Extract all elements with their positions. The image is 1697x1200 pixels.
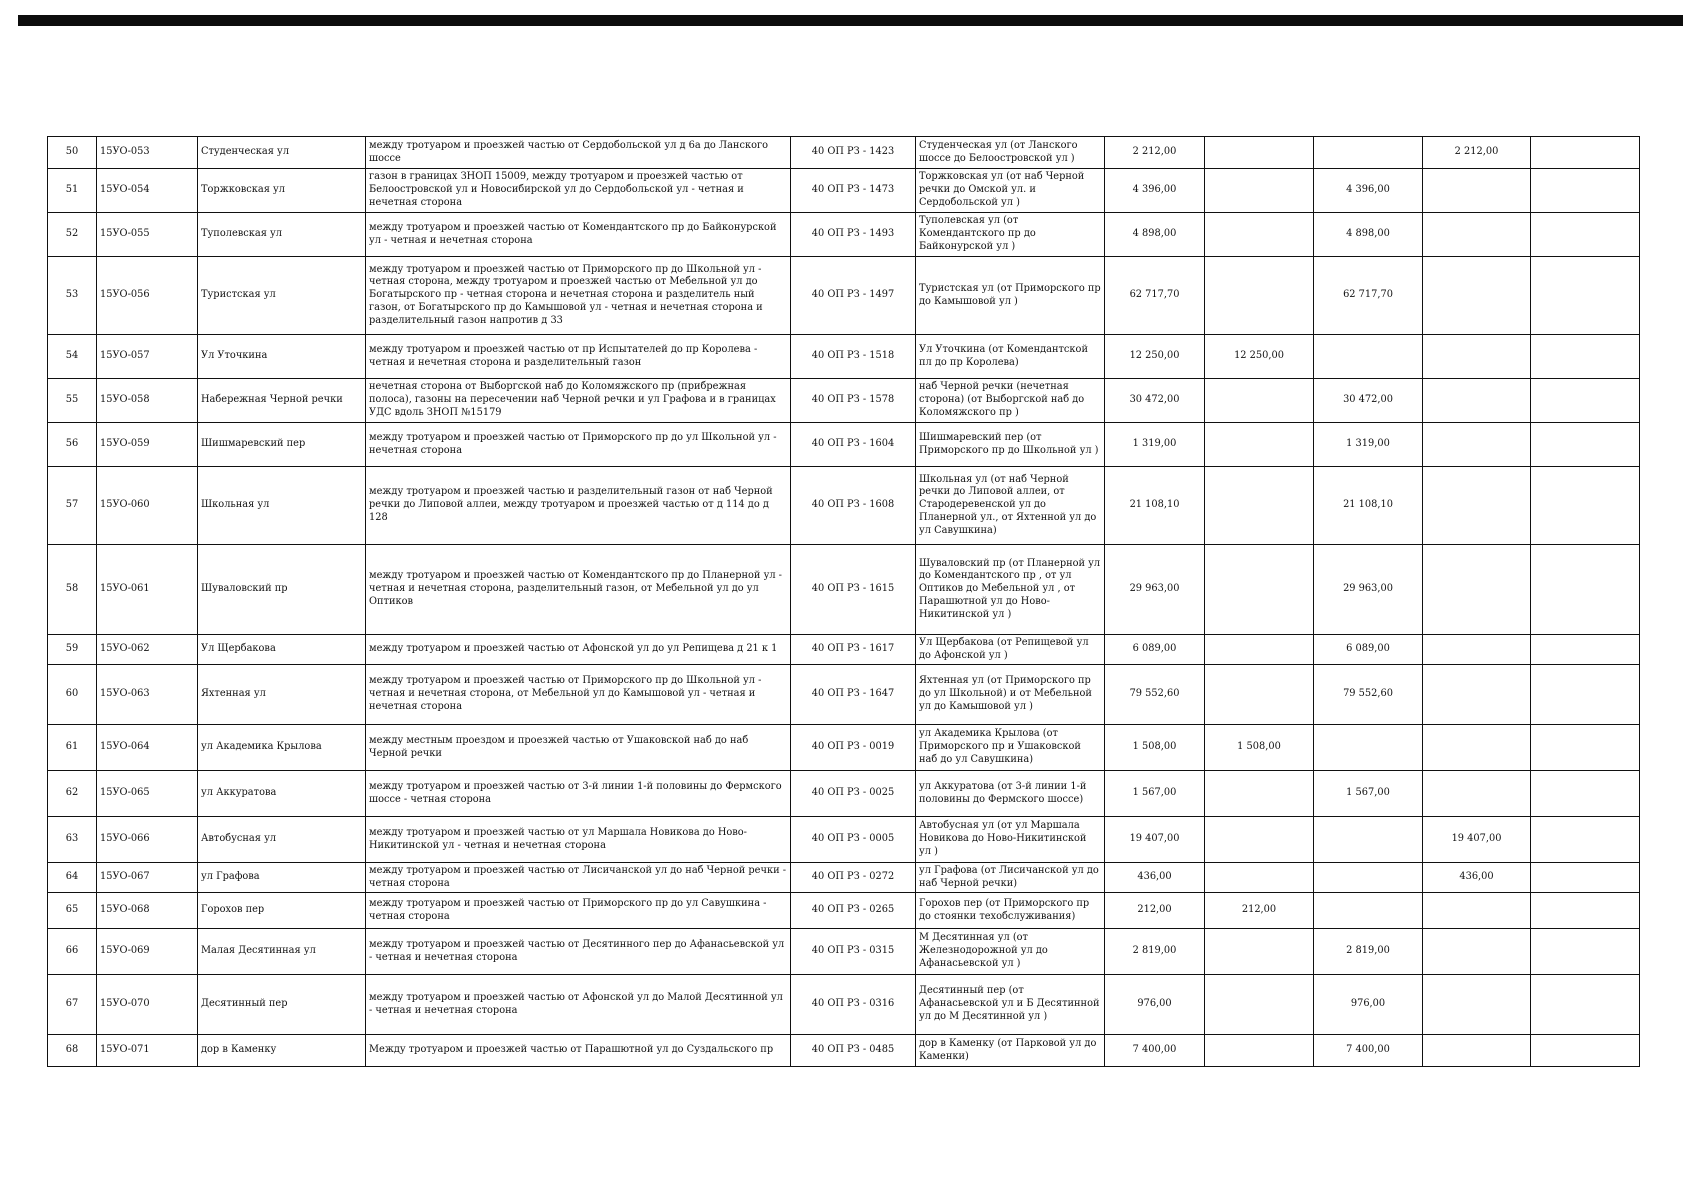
road-register-number: 40 ОП РЗ - 1615 [791, 545, 916, 635]
area-total: 4 898,00 [1105, 213, 1205, 257]
area-column-1 [1205, 975, 1314, 1035]
section-description: между тротуаром и проезжей частью от Десятинного пер до Афанасьевской ул - четная и нечетная сторона [366, 929, 791, 975]
area-column-1 [1205, 169, 1314, 213]
section-description: между тротуаром и проезжей частью от 3-й линии 1-й половины до Фермского шоссе - четная сторона [366, 771, 791, 817]
section-description: между тротуаром и проезжей частью от пр Испытателей до пр Королева - четная и нечетная сторона и разделительный газон [366, 335, 791, 379]
area-total: 2 819,00 [1105, 929, 1205, 975]
row-code: 15УО-058 [97, 379, 198, 423]
road-reference: Туполевская ул (от Комендантского пр до Байконурской ул ) [916, 213, 1105, 257]
row-number: 50 [48, 137, 97, 169]
area-column-4 [1531, 771, 1640, 817]
road-reference: дор в Каменку (от Парковой ул до Каменки) [916, 1035, 1105, 1067]
road-register-number: 40 ОП РЗ - 1578 [791, 379, 916, 423]
area-column-1: 212,00 [1205, 893, 1314, 929]
section-description: между тротуаром и проезжей частью от Афонской ул до Малой Десятинной ул - четная и нечетная сторона [366, 975, 791, 1035]
table-row [48, 863, 1640, 893]
table-row [48, 467, 1640, 545]
area-column-4 [1531, 423, 1640, 467]
row-code: 15УО-061 [97, 545, 198, 635]
street-name: Торжковская ул [198, 169, 366, 213]
area-column-2: 2 819,00 [1314, 929, 1423, 975]
table-body [48, 137, 1640, 1067]
row-number: 52 [48, 213, 97, 257]
area-column-1: 1 508,00 [1205, 725, 1314, 771]
area-column-4 [1531, 257, 1640, 335]
area-column-2: 29 963,00 [1314, 545, 1423, 635]
road-register-number: 40 ОП РЗ - 0019 [791, 725, 916, 771]
street-name: Яхтенная ул [198, 665, 366, 725]
area-column-1 [1205, 257, 1314, 335]
street-name: Ул Уточкина [198, 335, 366, 379]
section-description: между тротуаром и проезжей частью от Приморского пр до ул Школьной ул - нечетная сторона [366, 423, 791, 467]
area-column-2: 1 567,00 [1314, 771, 1423, 817]
street-name: Туристская ул [198, 257, 366, 335]
table-row [48, 137, 1640, 169]
area-total: 1 508,00 [1105, 725, 1205, 771]
area-column-3 [1423, 725, 1531, 771]
area-column-4 [1531, 545, 1640, 635]
road-reference: Шуваловский пр (от Планерной ул до Комендантского пр , от ул Оптиков до Мебельной ул , от Парашютной ул до Ново-Никитинской ул ) [916, 545, 1105, 635]
area-column-4 [1531, 137, 1640, 169]
area-column-4 [1531, 1035, 1640, 1067]
street-name: Шуваловский пр [198, 545, 366, 635]
area-total: 6 089,00 [1105, 635, 1205, 665]
road-register-number: 40 ОП РЗ - 1647 [791, 665, 916, 725]
section-description: нечетная сторона от Выборгской наб до Коломяжского пр (прибрежная полоса), газоны на пересечении наб Черной речки и ул Графова и в границах УДС вдоль ЗНОП №15179 [366, 379, 791, 423]
road-reference: Торжковская ул (от наб Черной речки до Омской ул. и Сердобольской ул ) [916, 169, 1105, 213]
street-name: Горохов пер [198, 893, 366, 929]
area-column-2: 30 472,00 [1314, 379, 1423, 423]
section-description: между местным проездом и проезжей частью от Ушаковской наб до наб Черной речки [366, 725, 791, 771]
row-number: 61 [48, 725, 97, 771]
area-column-2 [1314, 335, 1423, 379]
area-column-3 [1423, 467, 1531, 545]
street-name: ул Графова [198, 863, 366, 893]
area-column-4 [1531, 817, 1640, 863]
street-name: Ул Щербакова [198, 635, 366, 665]
area-column-2: 62 717,70 [1314, 257, 1423, 335]
row-number: 58 [48, 545, 97, 635]
street-name: ул Академика Крылова [198, 725, 366, 771]
road-reference: М Десятинная ул (от Железнодорожной ул до Афанасьевской ул ) [916, 929, 1105, 975]
area-column-4 [1531, 335, 1640, 379]
road-register-number: 40 ОП РЗ - 1493 [791, 213, 916, 257]
row-code: 15УО-060 [97, 467, 198, 545]
road-register-number: 40 ОП РЗ - 0025 [791, 771, 916, 817]
area-column-1 [1205, 771, 1314, 817]
area-column-1 [1205, 379, 1314, 423]
area-column-1 [1205, 817, 1314, 863]
area-column-3 [1423, 379, 1531, 423]
road-register-number: 40 ОП РЗ - 0265 [791, 893, 916, 929]
area-column-4 [1531, 725, 1640, 771]
row-number: 63 [48, 817, 97, 863]
row-number: 65 [48, 893, 97, 929]
row-code: 15УО-066 [97, 817, 198, 863]
area-column-1 [1205, 635, 1314, 665]
area-column-4 [1531, 169, 1640, 213]
area-total: 2 212,00 [1105, 137, 1205, 169]
road-register-number: 40 ОП РЗ - 0315 [791, 929, 916, 975]
table-row [48, 817, 1640, 863]
area-total: 62 717,70 [1105, 257, 1205, 335]
area-total: 212,00 [1105, 893, 1205, 929]
table-row [48, 257, 1640, 335]
area-total: 12 250,00 [1105, 335, 1205, 379]
area-column-1 [1205, 213, 1314, 257]
area-column-3 [1423, 635, 1531, 665]
area-total: 29 963,00 [1105, 545, 1205, 635]
data-table [47, 136, 1640, 1067]
row-code: 15УО-056 [97, 257, 198, 335]
table-row [48, 665, 1640, 725]
area-column-3 [1423, 893, 1531, 929]
area-column-2 [1314, 725, 1423, 771]
area-column-3 [1423, 665, 1531, 725]
section-description: между тротуаром и проезжей частью от Комендантского пр до Планерной ул - четная и нечетная сторона, разделительный газон, от Мебельной ул до ул Оптиков [366, 545, 791, 635]
area-column-1 [1205, 863, 1314, 893]
table-row [48, 169, 1640, 213]
row-code: 15УО-068 [97, 893, 198, 929]
table-row [48, 213, 1640, 257]
area-column-1 [1205, 1035, 1314, 1067]
area-total: 4 396,00 [1105, 169, 1205, 213]
road-reference: Десятинный пер (от Афанасьевской ул и Б Десятинной ул до М Десятинной ул ) [916, 975, 1105, 1035]
street-name: ул Аккуратова [198, 771, 366, 817]
area-column-4 [1531, 893, 1640, 929]
area-column-4 [1531, 975, 1640, 1035]
road-register-number: 40 ОП РЗ - 1608 [791, 467, 916, 545]
area-column-3 [1423, 335, 1531, 379]
row-code: 15УО-067 [97, 863, 198, 893]
table-row [48, 1035, 1640, 1067]
section-description: между тротуаром и проезжей частью от Афонской ул до ул Репищева д 21 к 1 [366, 635, 791, 665]
section-description: между тротуаром и проезжей частью от Комендантского пр до Байконурской ул - четная и нечетная сторона [366, 213, 791, 257]
area-column-2: 79 552,60 [1314, 665, 1423, 725]
area-column-2: 21 108,10 [1314, 467, 1423, 545]
row-code: 15УО-064 [97, 725, 198, 771]
area-column-1 [1205, 929, 1314, 975]
row-number: 62 [48, 771, 97, 817]
section-description: между тротуаром и проезжей частью от Лисичанской ул до наб Черной речки - четная сторона [366, 863, 791, 893]
table-row [48, 423, 1640, 467]
section-description: между тротуаром и проезжей частью от Сердобольской ул д 6а до Ланского шоссе [366, 137, 791, 169]
area-column-2: 1 319,00 [1314, 423, 1423, 467]
area-column-3 [1423, 771, 1531, 817]
row-number: 54 [48, 335, 97, 379]
row-code: 15УО-053 [97, 137, 198, 169]
road-reference: ул Академика Крылова (от Приморского пр и Ушаковской наб до ул Савушкина) [916, 725, 1105, 771]
area-column-4 [1531, 929, 1640, 975]
area-column-3 [1423, 213, 1531, 257]
area-column-3 [1423, 1035, 1531, 1067]
road-register-number: 40 ОП РЗ - 1497 [791, 257, 916, 335]
area-column-2 [1314, 817, 1423, 863]
road-reference: Студенческая ул (от Ланского шоссе до Белоостровской ул ) [916, 137, 1105, 169]
street-name: дор в Каменку [198, 1035, 366, 1067]
road-reference: Ул Уточкина (от Комендантской пл до пр Королева) [916, 335, 1105, 379]
row-code: 15УО-057 [97, 335, 198, 379]
section-description: Между тротуаром и проезжей частью от Парашютной ул до Суздальского пр [366, 1035, 791, 1067]
row-number: 67 [48, 975, 97, 1035]
area-column-2: 976,00 [1314, 975, 1423, 1035]
row-number: 51 [48, 169, 97, 213]
area-column-3: 19 407,00 [1423, 817, 1531, 863]
table-row [48, 379, 1640, 423]
row-code: 15УО-055 [97, 213, 198, 257]
street-name: Набережная Черной речки [198, 379, 366, 423]
row-code: 15УО-063 [97, 665, 198, 725]
area-column-4 [1531, 213, 1640, 257]
area-total: 1 567,00 [1105, 771, 1205, 817]
road-reference: ул Графова (от Лисичанской ул до наб Черной речки) [916, 863, 1105, 893]
area-column-4 [1531, 379, 1640, 423]
road-register-number: 40 ОП РЗ - 1473 [791, 169, 916, 213]
area-column-3: 436,00 [1423, 863, 1531, 893]
street-name: Туполевская ул [198, 213, 366, 257]
row-number: 60 [48, 665, 97, 725]
table-row [48, 725, 1640, 771]
road-reference: Горохов пер (от Приморского пр до стоянки техобслуживания) [916, 893, 1105, 929]
area-column-1 [1205, 545, 1314, 635]
street-name: Шишмаревский пер [198, 423, 366, 467]
row-number: 66 [48, 929, 97, 975]
road-reference: Яхтенная ул (от Приморского пр до ул Школьной) и от Мебельной ул до Камышовой ул ) [916, 665, 1105, 725]
section-description: газон в границах ЗНОП 15009, между тротуаром и проезжей частью от Белоостровской ул и Новосибирской ул до Сердобольской ул - четная и нечетная сторона [366, 169, 791, 213]
road-reference: ул Аккуратова (от 3-й линии 1-й половины до Фермского шоссе) [916, 771, 1105, 817]
road-reference: Ул Щербакова (от Репищевой ул до Афонской ул ) [916, 635, 1105, 665]
table-row [48, 893, 1640, 929]
road-register-number: 40 ОП РЗ - 0485 [791, 1035, 916, 1067]
area-column-3 [1423, 423, 1531, 467]
table-row [48, 335, 1640, 379]
row-code: 15УО-062 [97, 635, 198, 665]
area-total: 7 400,00 [1105, 1035, 1205, 1067]
area-column-2 [1314, 893, 1423, 929]
row-number: 53 [48, 257, 97, 335]
top-border-bar [18, 15, 1683, 26]
row-number: 68 [48, 1035, 97, 1067]
table-row [48, 545, 1640, 635]
area-column-3: 2 212,00 [1423, 137, 1531, 169]
road-register-number: 40 ОП РЗ - 0272 [791, 863, 916, 893]
road-register-number: 40 ОП РЗ - 1423 [791, 137, 916, 169]
section-description: между тротуаром и проезжей частью и разделительный газон от наб Черной речки до Липовой аллеи, между тротуаром и проезжей частью от д 114 до д 128 [366, 467, 791, 545]
road-reference: Шишмаревский пер (от Приморского пр до Школьной ул ) [916, 423, 1105, 467]
road-register-number: 40 ОП РЗ - 0005 [791, 817, 916, 863]
area-column-2: 4 396,00 [1314, 169, 1423, 213]
table-row [48, 975, 1640, 1035]
area-column-4 [1531, 665, 1640, 725]
street-name: Десятинный пер [198, 975, 366, 1035]
row-number: 64 [48, 863, 97, 893]
area-column-2 [1314, 137, 1423, 169]
row-code: 15УО-071 [97, 1035, 198, 1067]
street-name: Малая Десятинная ул [198, 929, 366, 975]
area-total: 79 552,60 [1105, 665, 1205, 725]
section-description: между тротуаром и проезжей частью от Приморского пр до ул Савушкина - четная сторона [366, 893, 791, 929]
area-total: 976,00 [1105, 975, 1205, 1035]
street-name: Школьная ул [198, 467, 366, 545]
area-column-3 [1423, 929, 1531, 975]
area-column-1 [1205, 665, 1314, 725]
section-description: между тротуаром и проезжей частью от Приморского пр до Школьной ул - четная сторона, между тротуаром и проезжей частью от Мебельной ул до Богатырского пр - четная сторона и нечетная сторона и разделитель ный газон, от Богатырского пр до Камышовой ул - четная и нечетная сторона и разделительный газон напротив д 33 [366, 257, 791, 335]
area-column-3 [1423, 545, 1531, 635]
row-code: 15УО-054 [97, 169, 198, 213]
area-column-2: 6 089,00 [1314, 635, 1423, 665]
road-register-number: 40 ОП РЗ - 0316 [791, 975, 916, 1035]
row-code: 15УО-070 [97, 975, 198, 1035]
table-row [48, 635, 1640, 665]
area-total: 30 472,00 [1105, 379, 1205, 423]
road-register-number: 40 ОП РЗ - 1518 [791, 335, 916, 379]
area-column-4 [1531, 863, 1640, 893]
area-column-4 [1531, 467, 1640, 545]
table-row [48, 929, 1640, 975]
area-column-2 [1314, 863, 1423, 893]
road-reference: Туристская ул (от Приморского пр до Камышовой ул ) [916, 257, 1105, 335]
road-reference: Автобусная ул (от ул Маршала Новикова до Ново-Никитинской ул ) [916, 817, 1105, 863]
row-number: 56 [48, 423, 97, 467]
area-total: 436,00 [1105, 863, 1205, 893]
street-name: Автобусная ул [198, 817, 366, 863]
area-column-1 [1205, 467, 1314, 545]
area-column-1 [1205, 137, 1314, 169]
area-column-1: 12 250,00 [1205, 335, 1314, 379]
row-number: 57 [48, 467, 97, 545]
row-code: 15УО-059 [97, 423, 198, 467]
area-column-4 [1531, 635, 1640, 665]
road-register-number: 40 ОП РЗ - 1604 [791, 423, 916, 467]
row-code: 15УО-069 [97, 929, 198, 975]
row-number: 55 [48, 379, 97, 423]
row-code: 15УО-065 [97, 771, 198, 817]
area-total: 21 108,10 [1105, 467, 1205, 545]
area-column-3 [1423, 169, 1531, 213]
area-column-2: 7 400,00 [1314, 1035, 1423, 1067]
area-column-2: 4 898,00 [1314, 213, 1423, 257]
area-total: 19 407,00 [1105, 817, 1205, 863]
road-reference: Школьная ул (от наб Черной речки до Липовой аллеи, от Стародеревенской ул до Планерной ул., от Яхтенной ул до ул Савушкина) [916, 467, 1105, 545]
area-column-3 [1423, 975, 1531, 1035]
section-description: между тротуаром и проезжей частью от Приморского пр до Школьной ул - четная и нечетная сторона, от Мебельной ул до Камышовой ул - четная и нечетная сторона [366, 665, 791, 725]
area-total: 1 319,00 [1105, 423, 1205, 467]
street-name: Студенческая ул [198, 137, 366, 169]
road-register-number: 40 ОП РЗ - 1617 [791, 635, 916, 665]
area-column-3 [1423, 257, 1531, 335]
section-description: между тротуаром и проезжей частью от ул Маршала Новикова до Ново-Никитинской ул - четная и нечетная сторона [366, 817, 791, 863]
area-column-1 [1205, 423, 1314, 467]
road-reference: наб Черной речки (нечетная сторона) (от Выборгской наб до Коломяжского пр ) [916, 379, 1105, 423]
table-row [48, 771, 1640, 817]
row-number: 59 [48, 635, 97, 665]
